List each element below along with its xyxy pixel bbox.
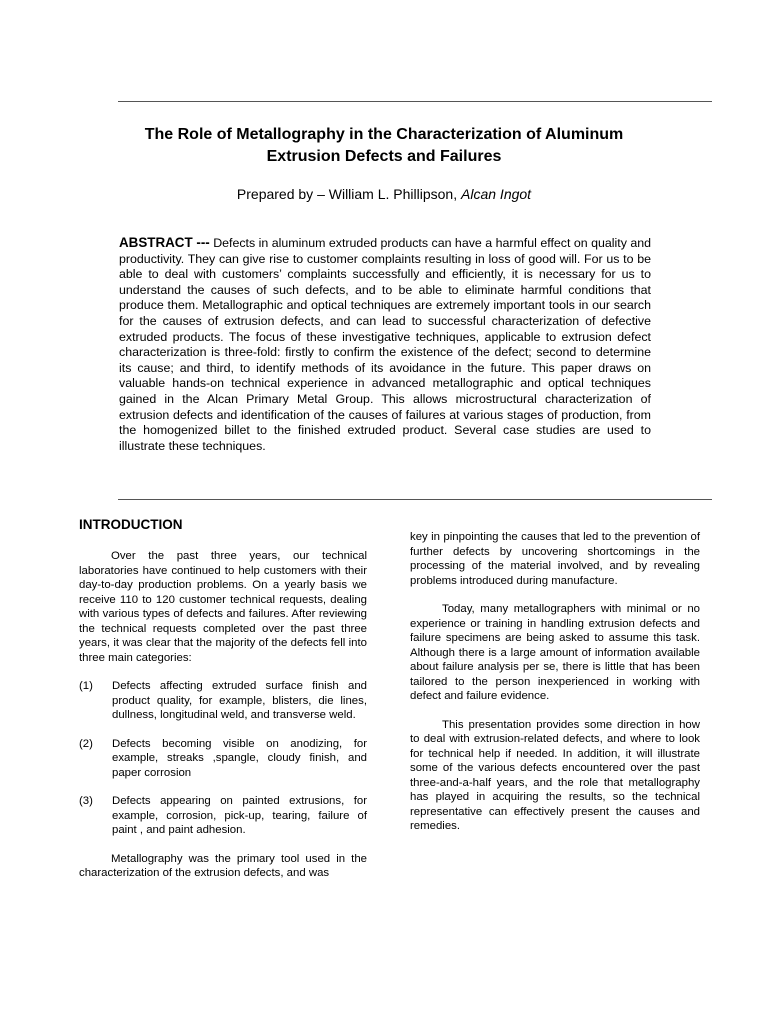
list-number: (3) xyxy=(79,795,93,807)
list-number: (1) xyxy=(79,680,93,692)
abstract-text: Defects in aluminum extruded products can have a harmful effect on quality and productivity. They can give rise to customer complaints resulting in loss of good will. For us to be able to deal with customers’ complaints successfully and efficiently, it is necessary for us to understand the causes of such defects, and to be able to eliminate harmful conditions that produce them. Metallographic and optical techniques are extremely important tools in our search for the causes of extrusion defects, and can lead to successful characterization of defective extruded products. The focus of these investigative techniques, applicable to extrusion defect characterization is three-fold: firstly to confirm the existence of the defect; second to determine its cause; and third, to identify methods of its avoidance in the future. This paper draws on valuable hands-on technical experience in advanced metallographic and optical techniques gained in the Alcan Primary Metal Group. This allows microstructural characterization of extrusion defects and identification of the causes of failures at various stages of production, from the homogenized billet to the finished extruded product. Several case studies are used to illustrate these techniques. xyxy=(119,236,652,453)
author-line xyxy=(0,185,768,203)
section-rule xyxy=(118,499,712,500)
paper-title xyxy=(0,124,768,168)
section-heading: INTRODUCTION xyxy=(79,517,183,532)
intro-paragraph-1: Over the past three years, our technical laboratories have continued to help customers with their day-to-day production problems. On a yearly basis we receive 110 to 120 customer technical requests, dealing with various types of defects and failures. After reviewing the technical requests completed over the past three years, it was clear that the majority of the defects fell into three main categories: xyxy=(79,550,367,664)
list-text: Defects becoming visible on anodizing, for example, streaks ,spangle, cloudy finish, and paper corrosion xyxy=(112,737,367,779)
list-item xyxy=(79,794,367,838)
abstract xyxy=(119,235,651,454)
top-rule xyxy=(118,101,712,102)
intro-paragraph-5: This presentation provides some direction in how to deal with extrusion-related defects, and where to look for technical help if needed. In addition, it will illustrate some of the various defects encountered over the past three-and-a-half years, and the role that metallography has played in acquiring the results, so the technical representative can effectively present the causes and remedies. xyxy=(410,718,700,832)
right-column xyxy=(410,530,700,848)
title-line-2: Extrusion Defects and Failures xyxy=(266,148,502,165)
author-affiliation: Alcan Ingot xyxy=(461,186,532,202)
author-name: Prepared by – William L. Phillipson, xyxy=(236,186,462,202)
left-column xyxy=(79,516,367,895)
list-number: (2) xyxy=(79,737,93,750)
list-item xyxy=(79,679,367,723)
list-text: Defects appearing on painted extrusions, for example, corrosion, pick-up, tearing, failure of paint , and paint adhesion. xyxy=(112,795,367,836)
list-text: Defects affecting extruded surface finish and product quality, for example, blisters, die lines, dullness, longitudinal weld, and transverse weld. xyxy=(112,680,367,721)
title-line-1: The Role of Metallography in the Characterization of Aluminum xyxy=(144,126,624,143)
intro-paragraph-3: key in pinpointing the causes that led to the prevention of further defects by uncovering shortcomings in the processing of the material involved, and by revealing problems introduced during manufacture. xyxy=(410,531,700,587)
list-item xyxy=(79,737,367,781)
intro-paragraph-2: Metallography was the primary tool used in the characterization of the extrusion defects, and was xyxy=(79,852,367,879)
intro-paragraph-4: Today, many metallographers with minimal or no experience or training in handling extrusion defects and failure specimens are being asked to assume this task. Although there is a large amount of information available about failure analysis per se, there is little that has been tailored to the person inexperienced in working with defect and failure evidence. xyxy=(410,603,700,702)
abstract-label: ABSTRACT --- xyxy=(119,235,210,250)
